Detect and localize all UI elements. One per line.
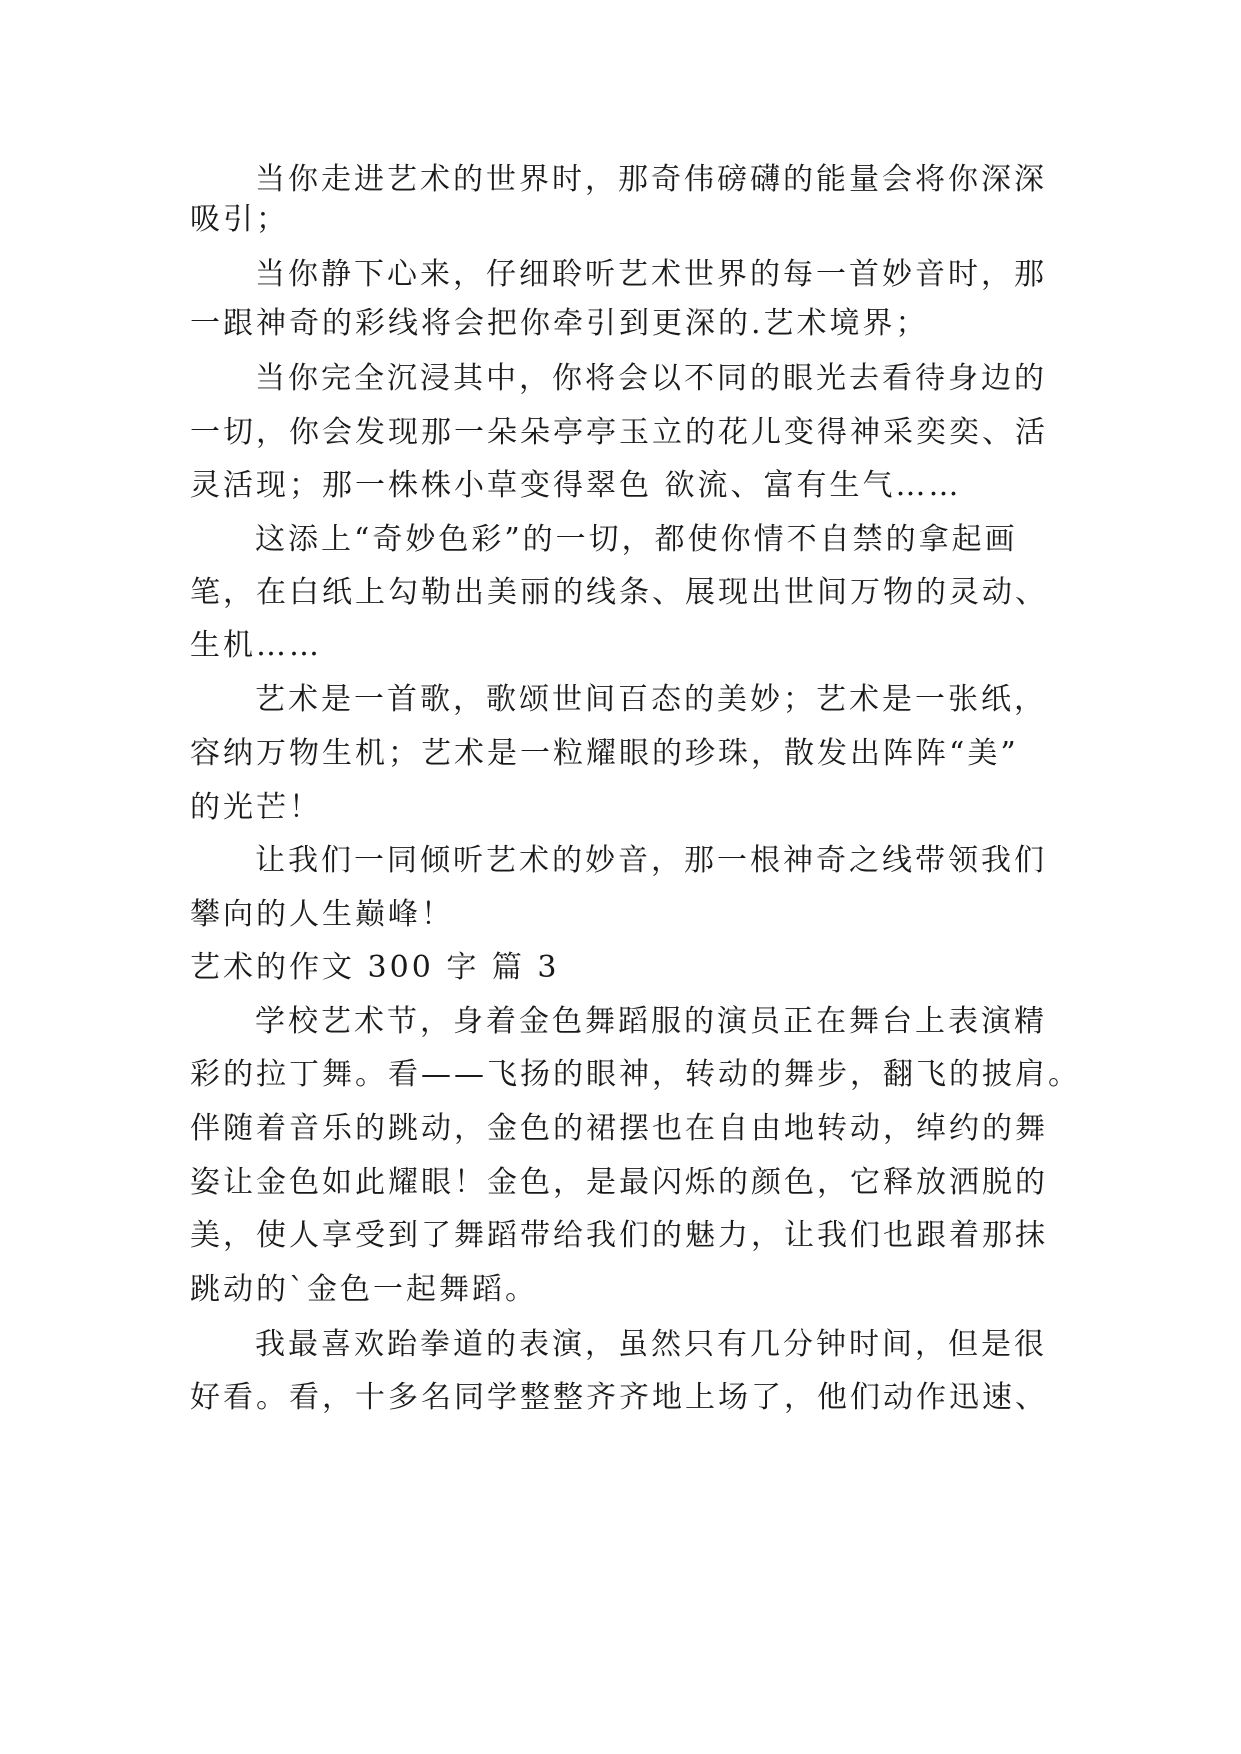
paragraph-line: 当你静下心来，仔细聆听艺术世界的每一首妙音时，那 — [255, 257, 1047, 292]
paragraph-line: 当你完全沉浸其中，你将会以不同的眼光去看待身边的 — [255, 361, 1047, 396]
paragraph-line: 生机…… — [190, 628, 322, 663]
paragraph-line: 跳动的`金色一起舞蹈。 — [190, 1272, 538, 1307]
paragraph-line: 这添上“奇妙色彩”的一切，都使你情不自禁的拿起画 — [255, 522, 1018, 557]
paragraph-line: 我最喜欢跆拳道的表演，虽然只有几分钟时间，但是很 — [255, 1327, 1047, 1362]
paragraph-line: 让我们一同倾听艺术的妙音，那一根神奇之线带领我们 — [255, 843, 1047, 878]
paragraph-line: 吸引； — [190, 202, 289, 237]
paragraph-line: 当你走进艺术的世界时，那奇伟磅礴的能量会将你深深 — [255, 162, 1047, 197]
paragraph-line: 攀向的人生巅峰！ — [190, 897, 454, 932]
paragraph-line: 美，使人享受到了舞蹈带给我们的魅力，让我们也跟着那抹 — [190, 1218, 1048, 1253]
paragraph-line: 的光芒！ — [190, 790, 322, 825]
paragraph-line: 一跟神奇的彩线将会把你牵引到更深的.艺术境界； — [190, 306, 929, 341]
paragraph-line: 伴随着音乐的跳动，金色的裙摆也在自由地转动，绰约的舞 — [190, 1111, 1048, 1146]
paragraph-line: 一切，你会发现那一朵朵亭亭玉立的花儿变得神采奕奕、活 — [190, 415, 1048, 450]
paragraph-line: 好看。看，十多名同学整整齐齐地上场了，他们动作迅速、 — [190, 1380, 1048, 1415]
paragraph-line: 艺术是一首歌，歌颂世间百态的美妙；艺术是一张纸， — [255, 682, 1047, 717]
paragraph-line: 姿让金色如此耀眼！金色，是最闪烁的颜色，它释放洒脱的 — [190, 1165, 1048, 1200]
paragraph-line: 容纳万物生机；艺术是一粒耀眼的珍珠，散发出阵阵“美” — [190, 736, 1019, 771]
paragraph-line: 笔，在白纸上勾勒出美丽的线条、展现出世间万物的灵动、 — [190, 575, 1048, 610]
paragraph-line: 灵活现；那一株株小草变得翠色 欲流、富有生气…… — [190, 468, 962, 503]
section-heading: 艺术的作文 300 字 篇 3 — [190, 950, 560, 985]
paragraph-line: 学校艺术节，身着金色舞蹈服的演员正在舞台上表演精 — [255, 1004, 1047, 1039]
paragraph-line: 彩的拉丁舞。看——飞扬的眼神，转动的舞步，翻飞的披肩。 — [190, 1057, 1081, 1092]
